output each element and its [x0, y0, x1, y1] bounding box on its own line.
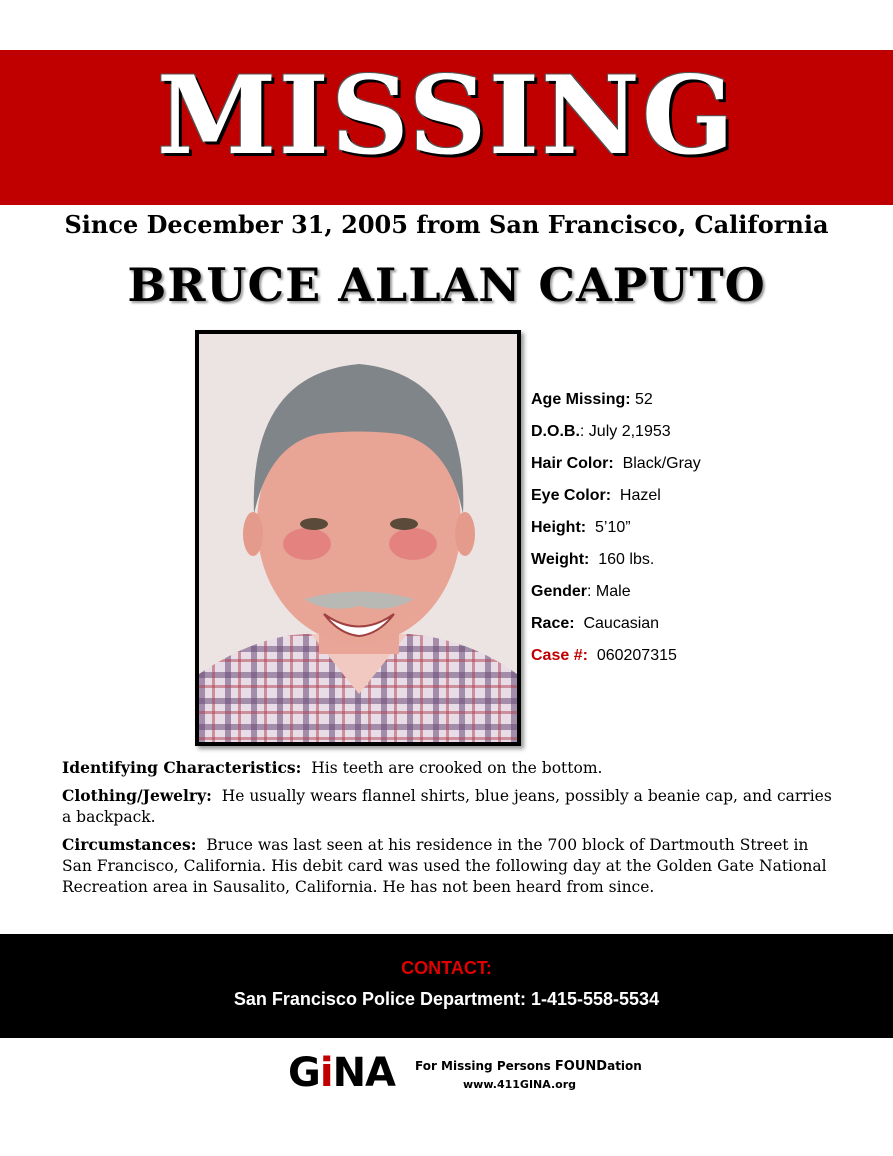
identifying-paragraph [62, 757, 842, 779]
fact-case-label: Case #: [531, 647, 588, 664]
fact-race [531, 612, 701, 644]
contact-phone-line: San Francisco Police Department: 1-415-558-5534 [233, 989, 660, 1009]
gina-tagline [415, 1059, 642, 1074]
fact-age-value: 52 [635, 391, 653, 408]
circumstances-text: Bruce was last seen at his residence in the 700 block of Dartmouth Street in San Francisco, California. His debit card was used the following day at the Golden Gate National Recreation area in Sausalito, California. He has not been heard from since. [62, 836, 827, 896]
fact-height [531, 516, 701, 548]
fact-eye-label: Eye Color: [531, 487, 612, 504]
person-name: BRUCE ALLAN CAPUTO [127, 258, 766, 312]
missing-since-line: Since December 31, 2005 from San Francisco, California [64, 210, 829, 239]
fact-hair-value: Black/Gray [622, 455, 701, 472]
fact-race-value: Caucasian [583, 615, 660, 632]
fact-height-value: 5’10” [595, 519, 631, 536]
identifying-text: His teeth are crooked on the bottom. [311, 759, 603, 777]
identifying-label: Identifying Characteristics: [62, 758, 302, 777]
fact-eye [531, 484, 701, 516]
fact-case [531, 644, 701, 676]
gina-word-dot: i [319, 1050, 333, 1096]
circumstances-paragraph [62, 834, 842, 898]
gina-tag-found: FOUND [554, 1059, 608, 1074]
fact-gender-label: Gender [531, 583, 588, 600]
contact-label: CONTACT: [401, 958, 492, 978]
fact-age-label: Age Missing: [531, 391, 631, 408]
fact-dob-label: D.O.B. [531, 423, 580, 440]
fact-weight-value: 160 lbs. [598, 551, 655, 568]
portrait-illustration [199, 334, 517, 742]
gina-tag-end: ation [607, 1059, 642, 1073]
gina-logo [288, 1050, 642, 1100]
fact-gender-value: Male [595, 583, 631, 600]
gina-tag-start: For Missing Persons [415, 1059, 555, 1073]
fact-weight-label: Weight: [531, 551, 590, 568]
fact-dob: D.O.B.: July 2,1953 [531, 423, 671, 440]
fact-race-label: Race: [531, 615, 575, 632]
missing-title: MISSING [156, 53, 737, 179]
fact-age [531, 388, 701, 420]
facts-list [531, 388, 701, 676]
gina-url[interactable]: www.411GINA.org [463, 1078, 577, 1091]
person-photo [195, 330, 521, 746]
details-section [62, 757, 842, 904]
clothing-text: He usually wears flannel shirts, blue jeans, possibly a beanie cap, and carries a backpack. [62, 787, 832, 826]
clothing-paragraph [62, 785, 842, 828]
fact-eye-value: Hazel [619, 487, 661, 504]
gina-wordmark [288, 1050, 395, 1096]
fact-hair [531, 452, 701, 484]
fact-height-label: Height: [531, 519, 587, 536]
gina-word-end: NA [332, 1050, 395, 1096]
gina-word-start: G [288, 1050, 320, 1096]
fact-weight [531, 548, 701, 580]
fact-hair-label: Hair Color: [531, 455, 614, 472]
fact-case-value: 060207315 [596, 647, 677, 664]
circumstances-label: Circumstances: [62, 835, 197, 854]
contact-bar [0, 934, 893, 1038]
clothing-label: Clothing/Jewelry: [62, 786, 212, 805]
fact-dob-value: July 2,1953 [588, 423, 671, 440]
fact-gender: Gender: Male [531, 583, 631, 600]
